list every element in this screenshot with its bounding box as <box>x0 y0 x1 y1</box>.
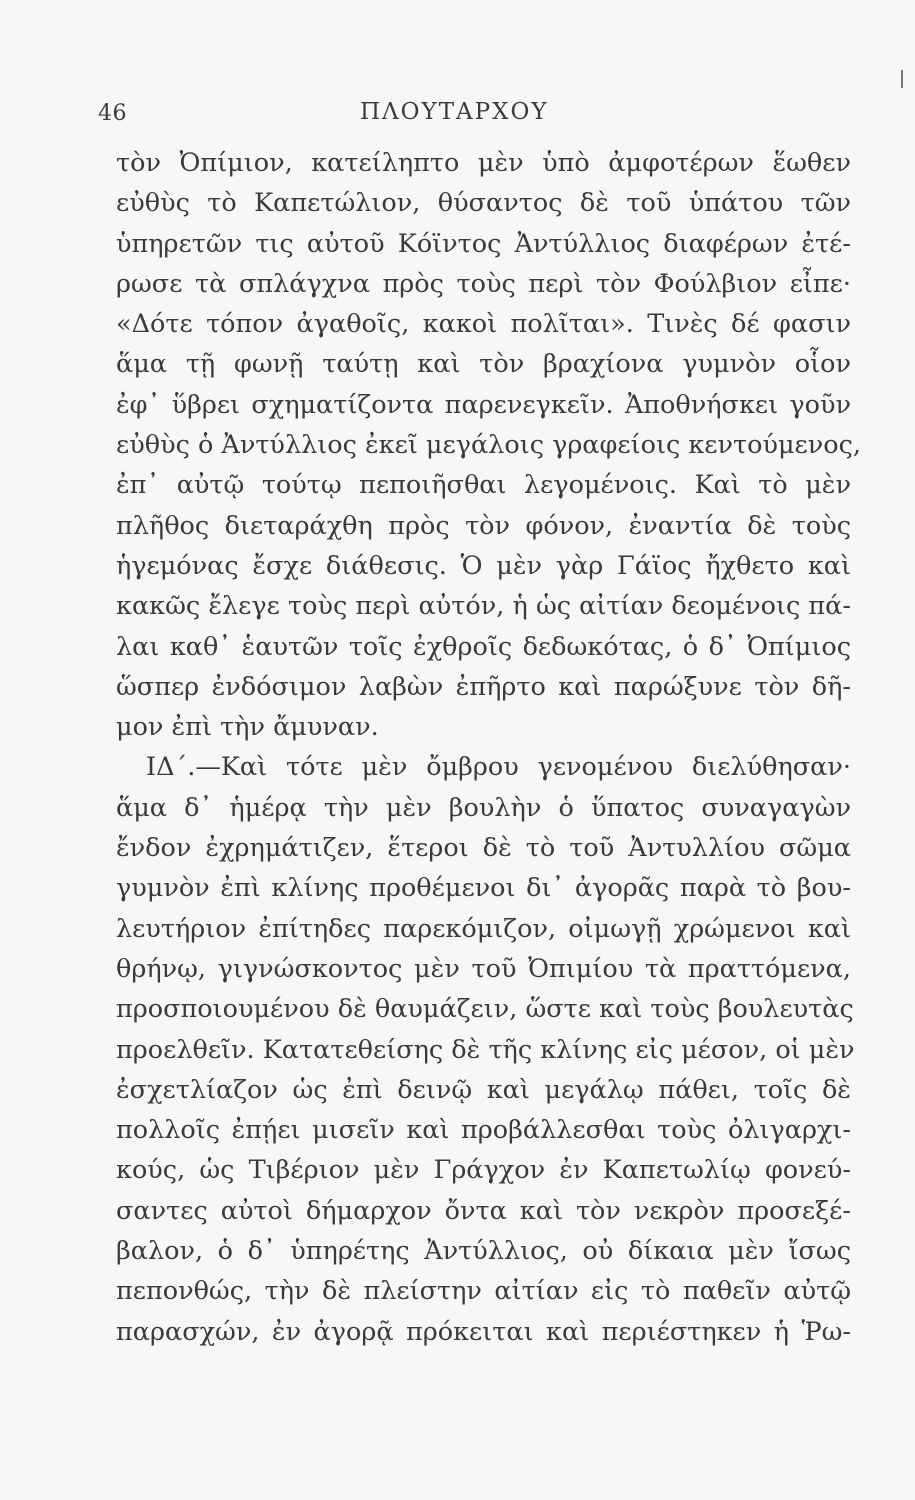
text-line: εὐθὺς τὸ Καπετώλιον, θύσαντος δὲ τοῦ ὑπάτου τῶν <box>116 188 851 219</box>
text-line: κακῶς ἔλεγε τοὺς περὶ αὐτόν, ἡ ὡς αἰτίαν δεομένοις πά- <box>116 591 851 622</box>
text-line: ἡγεμόνας ἔσχε διάθεσις. Ὁ μὲν γὰρ Γάϊος ἤχθετο καὶ <box>116 550 851 581</box>
text-line: πεπονθώς, τὴν δὲ πλείστην αἰτίαν εἰς τὸ παθεῖν αὐτῷ <box>116 1276 851 1307</box>
text-line: προελθεῖν. Κατατεθείσης δὲ τῆς κλίνης εἰς μέσον, οἱ μὲν <box>116 1034 855 1065</box>
text-line: ὥσπερ ἐνδόσιμον λαβὼν ἐπῆρτο καὶ παρώξυνε τὸν δῆ- <box>116 671 851 702</box>
paragraph-end-line: μον ἐπὶ τὴν ἄμυναν. <box>116 712 379 743</box>
text-line: ἐπ᾿ αὐτῷ τούτῳ πεποιῆσθαι λεγομένοις. Καὶ τὸ μὲν <box>116 470 851 501</box>
text-line: παρασχών, ἐν ἀγορᾷ πρόκειται καὶ περιέστηκεν ἡ Ῥω- <box>116 1316 851 1347</box>
text-line: τὸν Ὀπίμιον, κατείληπτο μὲν ὑπὸ ἀμφοτέρων ἕωθεν <box>116 148 851 178</box>
text-line: ὑπηρετῶν τις αὐτοῦ Κόϊντος Ἀντύλλιος διαφέρων ἐτέ- <box>116 228 851 259</box>
text-line: θρήνῳ, γιγνώσκοντος μὲν τοῦ Ὀπιμίου τὰ πραττόμενα, <box>116 953 851 984</box>
text-line: ἅμα τῇ φωνῇ ταύτῃ καὶ τὸν βραχίονα γυμνὸν οἷον <box>116 349 851 380</box>
page-edge-mark <box>901 70 903 88</box>
text-line: γυμνὸν ἐπὶ κλίνης προθέμενοι δι᾿ ἀγορᾶς παρὰ τὸ βου- <box>116 873 851 904</box>
text-line: ἐφ᾿ ὕβρει σχηματίζοντα παρενεγκεῖν. Ἀποθνήσκει γοῦν <box>116 389 851 420</box>
text-line: κούς, ὡς Τιβέριον μὲν Γράγχον ἐν Καπετωλίῳ φονεύ- <box>116 1155 851 1186</box>
text-line: «Δότε τόπον ἀγαθοῖς, κακοὶ πολῖται». Τινὲς δέ φασιν <box>116 309 851 340</box>
text-line: σαντες αὐτοὶ δήμαρχον ὄντα καὶ τὸν νεκρὸν προσεξέ- <box>116 1195 851 1226</box>
text-line: βαλον, ὁ δ᾿ ὑπηρέτης Ἀντύλλιος, οὐ δίκαια μὲν ἴσως <box>116 1236 851 1267</box>
section-heading-line: ΙΔ΄.—Καὶ τότε μὲν ὄμβρου γενομένου διελύθησαν· <box>146 752 851 783</box>
body-text <box>116 143 861 1352</box>
text-line: ἐσχετλίαζον ὡς ἐπὶ δεινῷ καὶ μεγάλῳ πάθει, τοῖς δὲ <box>116 1074 851 1105</box>
text-line: πολλοῖς ἐπῄει μισεῖν καὶ προβάλλεσθαι τοὺς ὀλιγαρχι- <box>116 1115 851 1146</box>
text-line: ρωσε τὰ σπλάγχνα πρὸς τοὺς περὶ τὸν Φούλβιον εἶπε· <box>116 268 851 299</box>
text-line: εὐθὺς ὁ Ἀντύλλιος ἐκεῖ μεγάλοις γραφείοις κεντούμενος, <box>116 430 861 461</box>
text-line: πλῆθος διεταράχθη πρὸς τὸν φόνον, ἐναντία δὲ τοὺς <box>116 510 851 541</box>
text-line: ἔνδον ἐχρημάτιζεν, ἕτεροι δὲ τὸ τοῦ Ἀντυλλίου σῶμα <box>116 833 851 864</box>
text-line: ἅμα δ᾿ ἡμέρᾳ τὴν μὲν βουλὴν ὁ ὕπατος συναγαγὼν <box>116 792 851 823</box>
running-head: ΠΛΟΥΤΑΡΧΟΥ <box>360 99 549 125</box>
text-line: λαι καθ᾿ ἑαυτῶν τοῖς ἐχθροῖς δεδωκότας, ὁ δ᾿ Ὀπίμιος <box>116 631 851 662</box>
page-number: 46 <box>98 101 127 126</box>
text-line: λευτήριον ἐπίτηδες παρεκόμιζον, οἰμωγῇ χρώμενοι καὶ <box>116 913 851 944</box>
text-line: προσποιουμένου δὲ θαυμάζειν, ὥστε καὶ τοὺς βουλευτὰς <box>116 994 854 1025</box>
